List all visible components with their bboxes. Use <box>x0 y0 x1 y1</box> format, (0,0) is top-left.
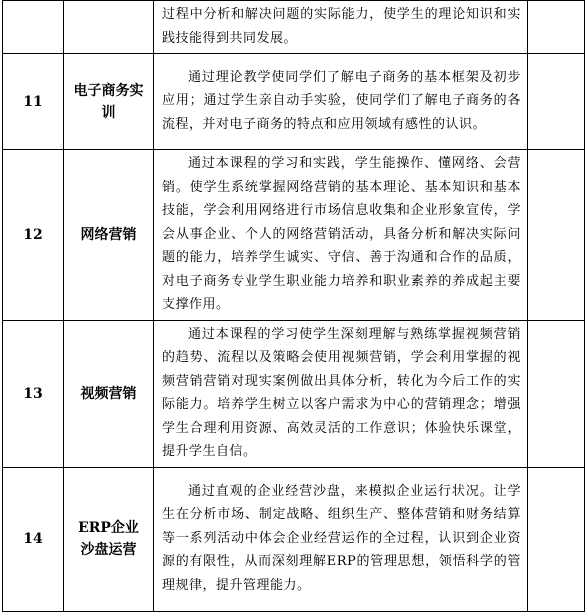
course-description: 通过理论教学使同学们了解电子商务的基本框架及初步应用；通过学生亲自动手实验，使同学们了解电子商务的各流程，并对电子商务的特点和应用领域有感性的认识。 <box>154 54 528 150</box>
course-name: 电子商务实训 <box>64 54 154 150</box>
table-row <box>3 54 585 150</box>
row-number <box>3 1 64 54</box>
table-row <box>3 320 585 467</box>
row-number: 12 <box>3 150 64 321</box>
table-row <box>3 1 585 54</box>
course-name: 视频营销 <box>64 320 154 467</box>
course-name <box>64 1 154 54</box>
table-row <box>3 150 585 321</box>
empty-cell <box>528 54 585 150</box>
course-table <box>2 0 585 612</box>
empty-cell <box>528 320 585 467</box>
empty-cell <box>528 467 585 611</box>
course-name: 网络营销 <box>64 150 154 321</box>
row-number: 11 <box>3 54 64 150</box>
table-row <box>3 467 585 611</box>
course-description: 通过本课程的学习和实践，学生能操作、懂网络、会营销。使学生系统掌握网络营销的基本理论、基本知识和基本技能，学会利用网络进行市场信息收集和企业形象宣传，学会从事企业、个人的网络营销活动，具备分析和解决实际问题的能力，培养学生诚实、守信、善于沟通和合作的品质，对电子商务专业学生职业能力培养和职业素养的养成起主要支撑作用。 <box>154 150 528 321</box>
course-description: 过程中分析和解决问题的实际能力，使学生的理论知识和实践技能得到共同发展。 <box>154 1 528 54</box>
course-name: ERP企业沙盘运营 <box>64 467 154 611</box>
row-number: 14 <box>3 467 64 611</box>
course-description: 通过本课程的学习使学生深刻理解与熟练掌握视频营销的趋势、流程以及策略会使用视频营销，学会利用掌握的视频营销营销对现实案例做出具体分析，转化为今后工作的实际能力。培养学生树立以客户需求为中心的营销理念；增强学生合理利用资源、高效灵活的工作意识；体验快乐课堂，提升学生自信。 <box>154 320 528 467</box>
course-description: 通过直观的企业经营沙盘，来模拟企业运行状况。让学生在分析市场、制定战略、组织生产、整体营销和财务结算等一系列活动中体会企业经营运作的全过程，认识到企业资源的有限性，从而深刻理解ERP的管理思想，领悟科学的管理规律，提升管理能力。 <box>154 467 528 611</box>
empty-cell <box>528 1 585 54</box>
row-number: 13 <box>3 320 64 467</box>
empty-cell <box>528 150 585 321</box>
